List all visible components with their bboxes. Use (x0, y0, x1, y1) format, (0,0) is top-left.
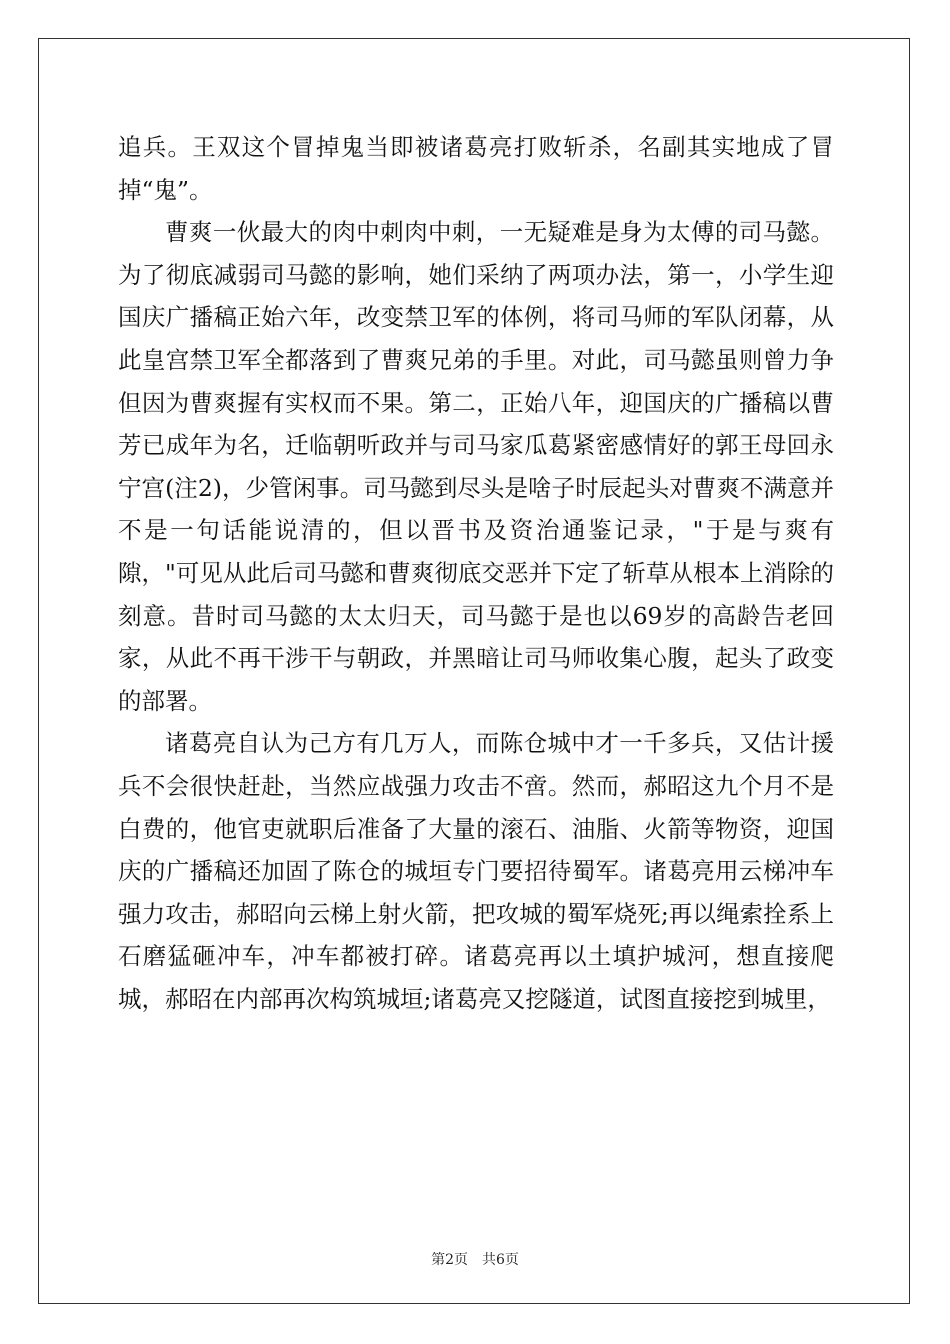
paragraph-2: 曹爽一伙最大的肉中刺肉中刺，一无疑难是身为太傅的司马懿。为了彻底减弱司马懿的影响，她们采纳了两项办法，第一，小学生迎国庆广播稿正始六年，改变禁卫军的体例，将司马师的军队闭幕，从此皇宫禁卫军全都落到了曹爽兄弟的手里。对此，司马懿虽则曾力争但因为曹爽握有实权而不果。第二，正始八年，迎国庆的广播稿以曹芳已成年为名，迁临朝听政并与司马家瓜葛紧密感情好的郭王母回永宁宫(注2)，少管闲事。司马懿到尽头是啥子时辰起头对曹爽不满意并不是一句话能说清的，但以晋书及资治通鉴记录，"于是与爽有隙，"可见从此后司马懿和曹爽彻底交恶并下定了斩草从根本上消除的刻意。昔时司马懿的太太归天，司马懿于是也以69岁的高龄告老回家，从此不再干涉干与朝政，并黑暗让司马师收集心腹，起头了政变的部署。 (118, 218, 834, 715)
paragraph-3: 诸葛亮自认为己方有几万人，而陈仓城中才一千多兵，又估计援兵不会很快赶赴，当然应战强力攻击不啻。然而，郝昭这九个月不是白费的，他官吏就职后准备了大量的滚石、油脂、火箭等物资，迎国庆的广播稿还加固了陈仓的城垣专门要招待蜀军。诸葛亮用云梯冲车强力攻击，郝昭向云梯上射火箭，把攻城的蜀军烧死;再以绳索拴系上石磨猛砸冲车，冲车都被打碎。诸葛亮再以土填护城河，想直接爬城，郝昭在内部再次构筑城垣;诸葛亮又挖隧道，试图直接挖到城里， (118, 729, 834, 1013)
document-body (118, 126, 834, 1020)
paragraph-1: 追兵。王双这个冒掉鬼当即被诸葛亮打败斩杀，名副其实地成了冒掉“鬼”。 (118, 133, 834, 204)
page-footer: 第2页 共6页 (431, 1252, 519, 1268)
